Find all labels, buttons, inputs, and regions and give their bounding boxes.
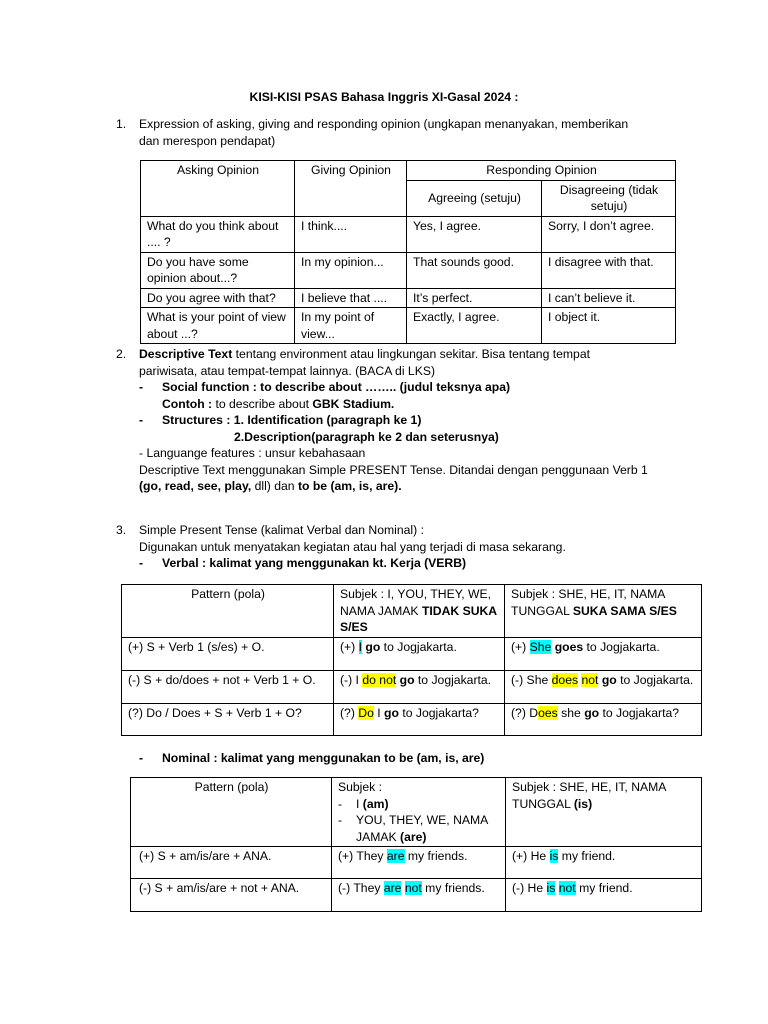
pattern-negative: (-) S + do/does + not + Verb 1 + O. [122,670,334,703]
highlight: are [383,881,402,895]
table-row [122,637,702,670]
nominal-heading-text: Nominal : kalimat yang menggunakan to be (am, is, are) [162,751,485,765]
verb: go [365,639,381,654]
verb: go [384,705,399,720]
language-features: - Languange features : unsur kebahasaan [139,446,366,460]
highlight: She [529,639,552,654]
example-text: to Jogjakarta. [583,639,660,654]
section-2-number: 2. [116,347,127,361]
highlight: do not [362,672,397,687]
example-text: (-) I [340,672,363,687]
section-3-number: 3. [116,523,127,537]
example-text: to Jogjakarta? [398,705,479,720]
example-cell [334,670,505,703]
example-cell [505,670,702,703]
table-cell: In my opinion... [295,252,407,288]
highlight: Do [358,705,374,720]
opinion-table [140,160,676,344]
section-2-line-2: pariwisata, atau tempat-tempat lainnya. (BACA di LKS) [139,363,436,378]
example-text: (+) [340,639,359,654]
example-text: (-) She [511,672,552,687]
table-row [122,703,702,735]
highlight: not [404,881,422,895]
social-function [139,379,739,396]
table-cell: Do you have some opinion about...? [141,252,295,288]
to-be: (are) [400,829,427,844]
example-text: my friend. [575,881,633,895]
table-cell: I believe that .... [295,288,407,308]
header-responding-opinion: Responding Opinion [407,161,676,181]
header-subject-plural [334,585,505,638]
subject-plural-text: Subjek : I, YOU, THEY, WE, NAMA JAMAK [340,587,492,618]
subject-list [338,796,500,846]
table-row [122,670,702,703]
nominal-table [130,777,702,912]
section-2-heading-text: tentang environment atau lingkungan sekitar. Bisa tentang tempat [232,347,590,361]
table-row [131,847,702,879]
table-cell: I object it. [542,308,676,344]
section-1-heading [139,116,739,149]
verb: goes [554,639,584,654]
example-text: (+) He [512,849,550,863]
highlight: is [546,881,556,895]
subject-singular-text: Subjek : SHE, HE, IT, NAMA TUNGGAL [511,587,665,618]
dash-marker: - [139,380,144,394]
verbal-heading [139,555,739,572]
header-giving-opinion: Giving Opinion [295,161,407,217]
example-cell [506,847,702,879]
highlight: I [358,639,363,654]
example-text: she [557,705,585,720]
example-cell [334,703,505,735]
verb: go [601,672,617,687]
header-disagreeing: Disagreeing (tidak setuju) [542,180,676,216]
example-text: my friends. [421,881,485,895]
descriptive-text-term: Descriptive Text [139,347,233,361]
section-1-number: 1. [116,117,127,131]
dash-marker: - [139,751,144,765]
verbal-heading-text: Verbal : kalimat yang menggunakan kt. Kerja (VERB) [162,556,467,570]
pattern-positive: (+) S + Verb 1 (s/es) + O. [122,637,334,670]
table-cell: Exactly, I agree. [407,308,542,344]
descriptive-text-tense: Descriptive Text menggunakan Simple PRESENT Tense. Ditandai dengan penggunaan Verb 1 [139,462,648,477]
dash-marker: - [139,556,144,570]
verb-list-rest: dll) dan [251,479,298,493]
header-subject-singular [505,585,702,638]
table-cell: I disagree with that. [542,252,676,288]
highlight: not [581,672,599,687]
example-text: (-) He [512,881,547,895]
example-cell [332,847,506,879]
section-2-body [139,346,739,495]
section-3-line-1: Simple Present Tense (kalimat Verbal dan Nominal) : [139,523,424,537]
highlight: not [558,881,576,895]
verb-list: (go, read, see, play, [139,479,252,493]
header-pattern: Pattern (pola) [131,778,332,847]
section-1-line-2: dan merespon pendapat) [139,133,276,148]
table-cell: Yes, I agree. [407,216,542,252]
to-be: (am) [362,796,389,811]
verb: go [584,705,600,720]
to-be-list: to be (am, is, are). [297,479,402,493]
section-3-line-2: Digunakan untuk menyatakan kegiatan atau hal yang terjadi di masa sekarang. [139,539,566,554]
example-cell [505,703,702,735]
contoh-text: to describe about [212,396,313,411]
table-row [141,308,676,344]
table-row [141,216,676,252]
example-cell [332,879,506,912]
nominal-heading [139,750,739,767]
example-text: (+) They [338,849,387,863]
contoh-example: GBK Stadium. [312,396,395,411]
table-row [141,252,676,288]
header-asking-opinion: Asking Opinion [141,161,295,217]
highlight: is [549,849,559,863]
example-text: (?) [340,705,359,720]
subject-label: Subjek : [338,780,383,794]
example-text: my friend. [558,849,616,863]
verbal-table [121,584,702,736]
highlight: are [386,849,405,863]
example-text: to Jogjakarta. [414,672,492,687]
subject-text: I [356,796,363,811]
example-text: to Jogjakarta. [616,672,694,687]
table-cell: Do you agree with that? [141,288,295,308]
subject-text: YOU, THEY, WE, NAMA JAMAK [356,813,488,844]
table-cell: It’s perfect. [407,288,542,308]
example-text: (?) D [511,705,539,720]
example-cell [334,637,505,670]
table-cell: I think.... [295,216,407,252]
structures [139,412,739,429]
dash-marker: - [139,413,144,427]
verb: go [399,672,415,687]
section-3-heading [139,522,739,572]
example-text: to Jogjakarta? [599,705,680,720]
header-subject-plural [332,778,506,847]
section-2-line-1 [139,346,739,363]
to-be: (is) [573,796,593,811]
table-cell: I can’t believe it. [542,288,676,308]
document-title: KISI-KISI PSAS Bahasa Inggris XI-Gasal 2024 : [249,90,519,104]
pattern-negative: (-) S + am/is/are + not + ANA. [131,879,332,912]
highlight: does [551,672,579,687]
subject-singular-text: Subjek : SHE, HE, IT, NAMA TUNGGAL [512,780,666,811]
example-text: I [373,705,385,720]
pattern-question: (?) Do / Does + S + Verb 1 + O? [122,703,334,735]
table-cell: That sounds good. [407,252,542,288]
structures-identification: Structures : 1. Identification (paragraph ke 1) [162,413,422,427]
social-function-text: Social function : to describe about …….. (judul teksnya apa) [162,380,511,394]
table-row [131,879,702,912]
highlight: oes [538,705,558,720]
table-cell: What do you think about .... ? [141,216,295,252]
pattern-positive: (+) S + am/is/are + ANA. [131,847,332,879]
header-subject-singular [506,778,702,847]
table-cell: Sorry, I don’t agree. [542,216,676,252]
structures-description: 2.Description(paragraph ke 2 dan seterusnya) [234,429,499,444]
table-row [141,288,676,308]
verb-examples [139,478,739,495]
table-cell: In my point of view... [295,308,407,344]
example-text: to Jogjakarta. [380,639,457,654]
list-item [338,796,500,813]
contoh-line [139,396,739,413]
header-agreeing: Agreeing (setuju) [407,180,542,216]
example-cell [505,637,702,670]
section-1-line-1: Expression of asking, giving and responding opinion (ungkapan menanyakan, memberikan [139,117,629,131]
list-item [338,812,500,845]
subject-singular-rule: SUKA SAMA S/ES [572,603,677,618]
header-pattern: Pattern (pola) [122,585,334,638]
subject-plural-rule: TIDAK SUKA S/ES [340,603,497,634]
example-text: (+) [511,639,530,654]
example-text: my friends. [404,849,468,863]
contoh-label: Contoh : [162,396,213,411]
example-text: (-) They [338,881,384,895]
example-cell [506,879,702,912]
table-cell: What is your point of view about ...? [141,308,295,344]
